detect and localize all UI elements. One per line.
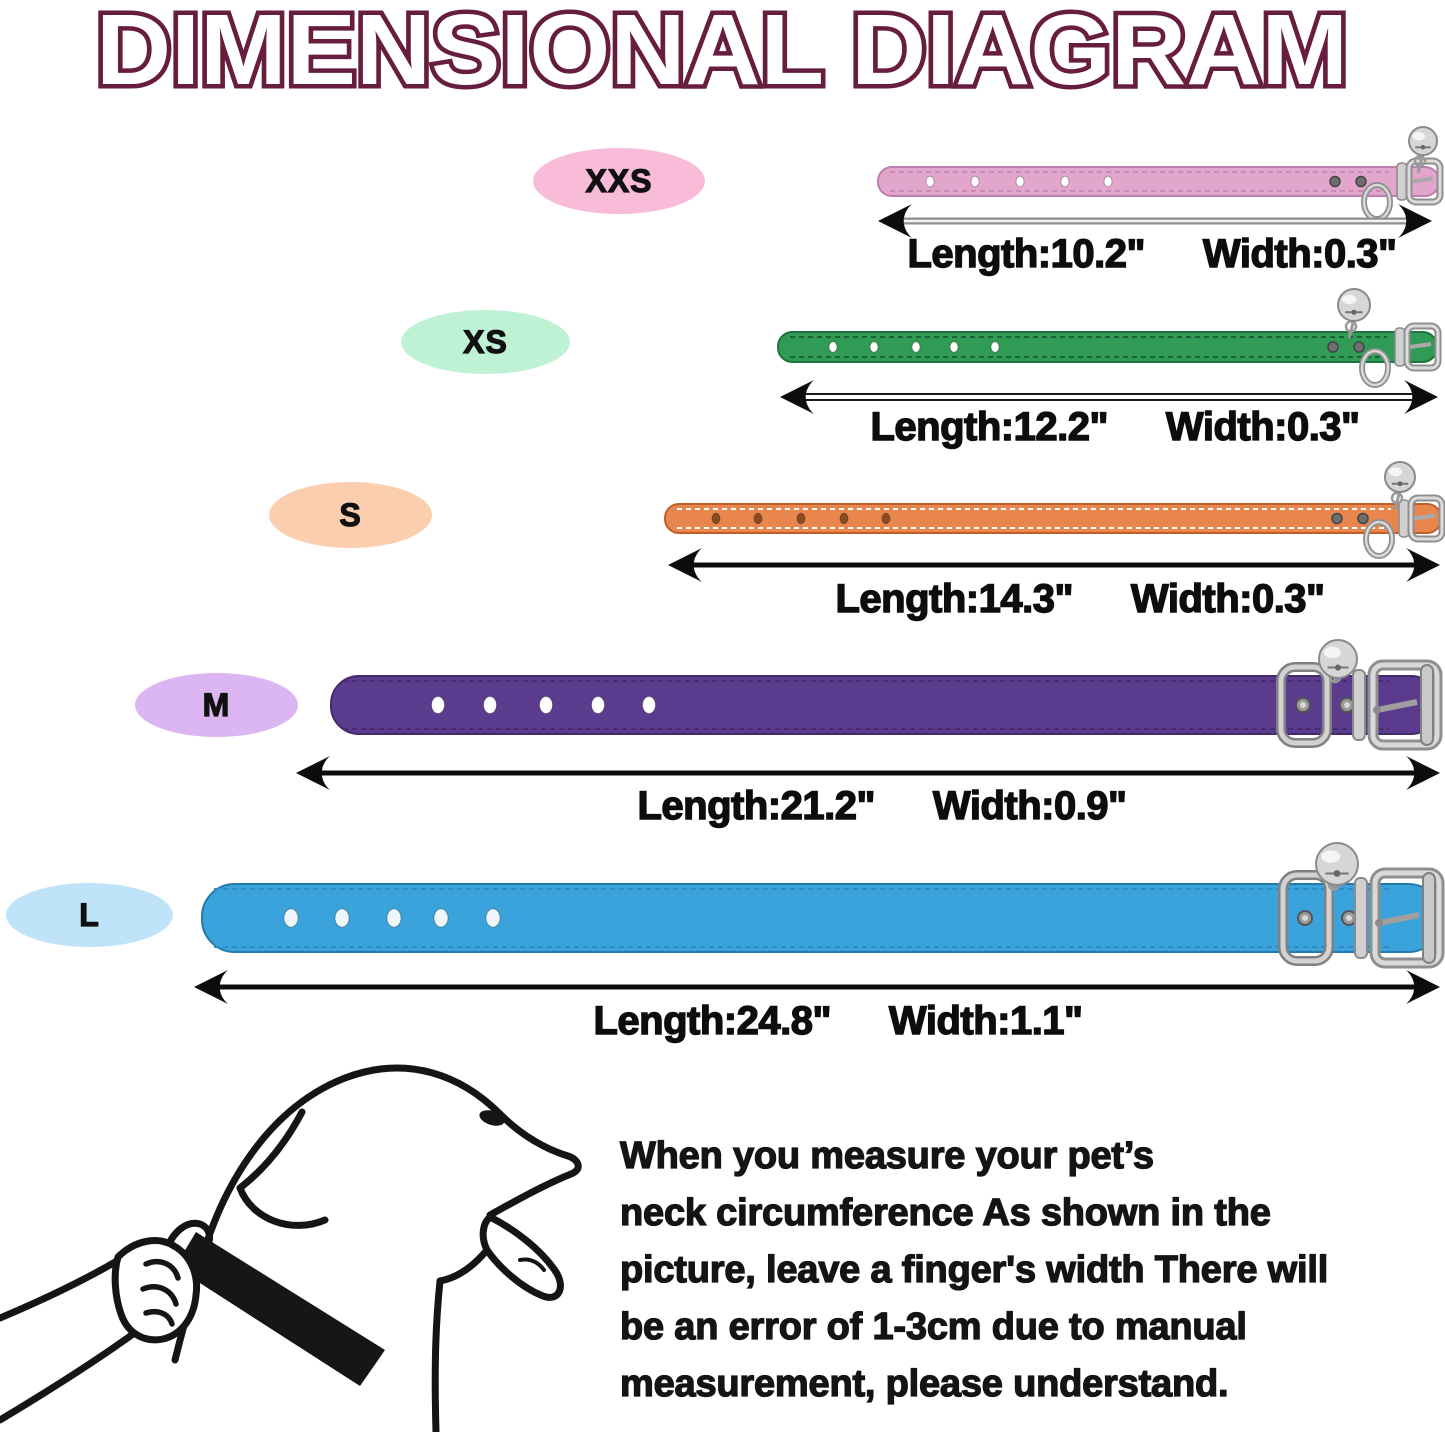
width-label: Width:0.9" — [932, 784, 1127, 828]
dimension-label-xs — [705, 405, 1445, 450]
hand-arm-line — [0, 1320, 152, 1420]
note-line: When you measure your pet’s — [620, 1135, 1154, 1177]
length-label: Length:12.2" — [870, 405, 1108, 449]
collar-xxs — [878, 127, 1440, 219]
size-badge-label: XXS — [585, 162, 653, 199]
width-label: Width:0.3" — [1165, 405, 1360, 449]
size-badge-label: L — [79, 896, 100, 933]
collar-s — [665, 462, 1442, 556]
note-line: be an error of 1-3cm due to manual — [620, 1306, 1247, 1348]
note-line: picture, leave a finger's width There will — [620, 1249, 1329, 1291]
page-title: DIMENSIONAL DIAGRAM — [96, 0, 1348, 106]
dog-ear — [240, 1112, 325, 1225]
length-label: Length:21.2" — [637, 784, 875, 828]
width-label: Width:0.3" — [1130, 577, 1325, 621]
dog-tongue — [483, 1217, 560, 1297]
dog-jaw-chest-line — [435, 1250, 487, 1432]
measuring-note — [620, 1128, 1440, 1413]
collar-xs — [778, 289, 1438, 385]
dog-measurement-illustration — [0, 1052, 620, 1432]
dog-collar-band — [175, 1232, 385, 1386]
dimension-label-xxs — [742, 232, 1445, 277]
collar-m — [331, 640, 1439, 745]
size-badge-label: M — [202, 686, 231, 723]
size-badge-label: S — [339, 496, 362, 533]
hand-fist — [115, 1241, 196, 1340]
dimension-label-l — [428, 999, 1248, 1044]
width-label: Width:0.3" — [1202, 232, 1397, 276]
length-label: Length:10.2" — [907, 232, 1145, 276]
note-line: measurement, please understand. — [620, 1363, 1229, 1405]
dimension-label-s — [670, 577, 1445, 622]
width-label: Width:1.1" — [888, 999, 1083, 1043]
hand-arm-line — [0, 1258, 122, 1318]
length-label: Length:14.3" — [835, 577, 1073, 621]
dimension-label-m — [472, 784, 1292, 829]
size-badge-label: XS — [463, 323, 508, 360]
note-line: neck circumference As shown in the — [620, 1192, 1271, 1234]
length-label: Length:24.8" — [593, 999, 831, 1043]
collar-l — [202, 843, 1441, 963]
